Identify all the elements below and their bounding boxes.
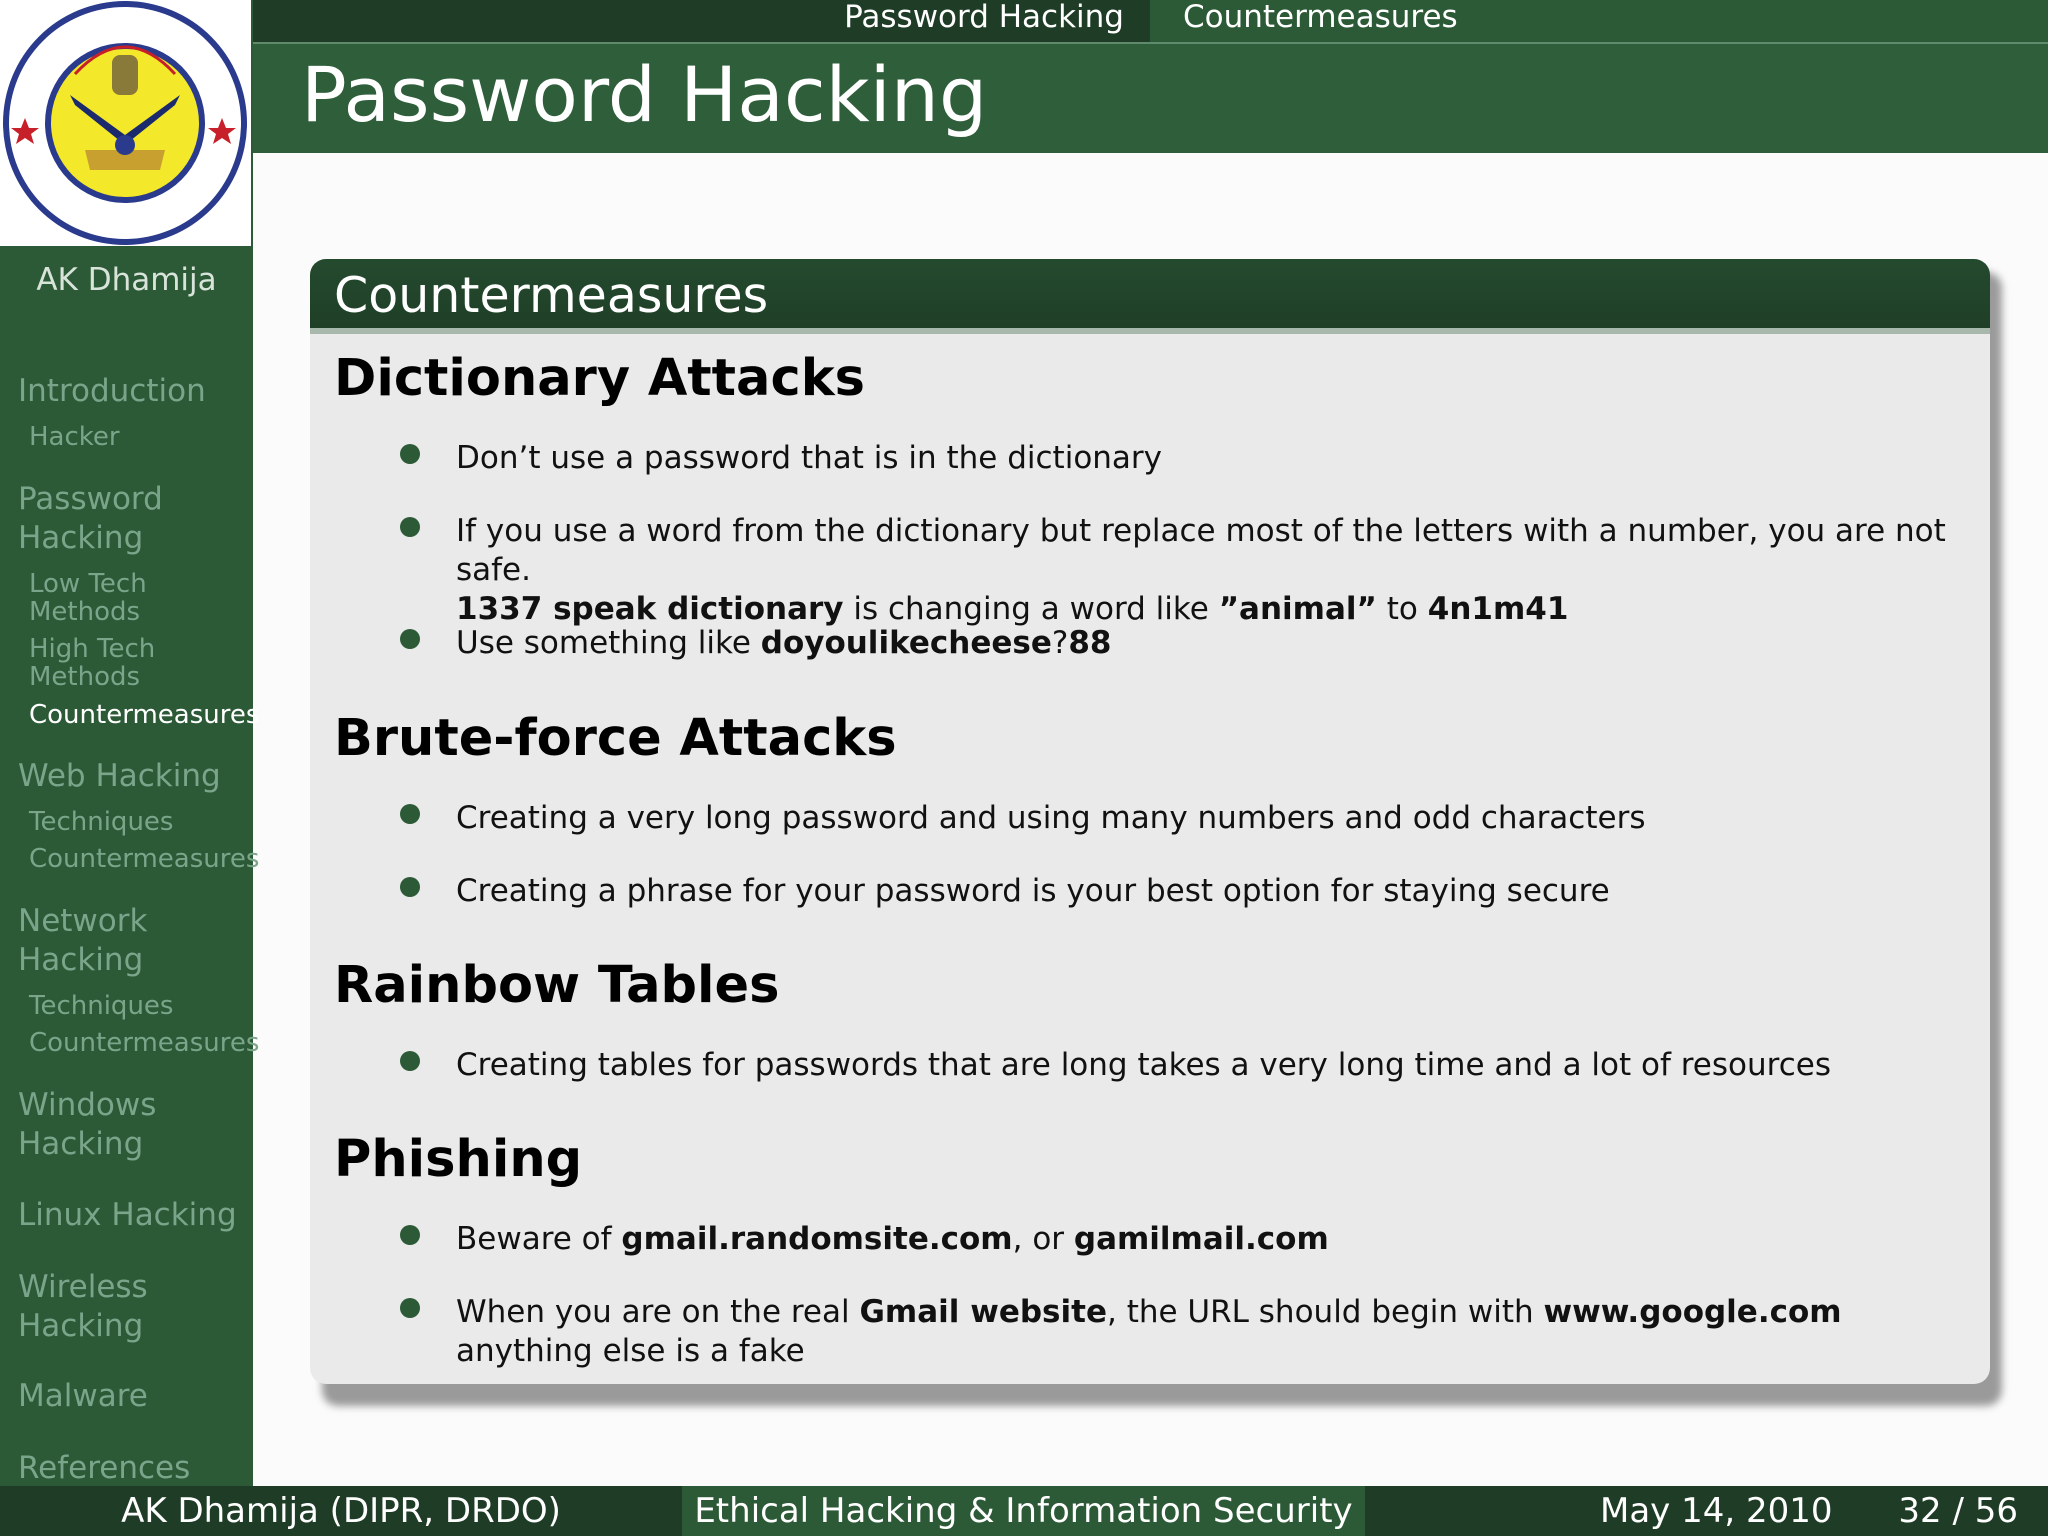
bullet-dot [400, 1298, 420, 1318]
bullet-dot [400, 517, 420, 537]
sidebar-section-windows-hacking[interactable]: Windows Hacking [18, 1087, 157, 1162]
sidebar-section-malware[interactable]: Malware [18, 1378, 148, 1414]
heading-rainbow-tables: Rainbow Tables [334, 956, 780, 1015]
sidebar-item-countermeasures-active[interactable]: Countermeasures [29, 700, 260, 730]
bullet-dot [400, 444, 420, 464]
nav-subsection-countermeasures[interactable] [1150, 0, 2048, 42]
sidebar-item-low-tech-methods[interactable]: Low Tech Methods [29, 569, 147, 627]
block-title: Countermeasures [334, 267, 769, 324]
block-title-bar [310, 259, 1990, 334]
list-item-rainbow-1: Creating tables for passwords that are long takes a very long time and a lot of resources [456, 1047, 1831, 1083]
frame-title: Password Hacking [301, 50, 988, 139]
sidebar-navigation [0, 0, 260, 1486]
nav-section-password-hacking[interactable]: Password Hacking [844, 0, 1124, 35]
sidebar-item-web-countermeasures[interactable]: Countermeasures [29, 844, 260, 874]
bullet-dot [400, 804, 420, 824]
list-item-phishing-2: When you are on the real Gmail website, the URL should begin with www.google.com anything else is a fake [456, 1294, 1842, 1369]
drdo-logo [0, 0, 251, 246]
bullet-dot [400, 1051, 420, 1071]
sidebar-section-references[interactable]: References [18, 1450, 191, 1486]
sidebar-item-web-techniques[interactable]: Techniques [29, 807, 174, 837]
footer-date: May 14, 2010 [1600, 1491, 1833, 1531]
heading-dictionary-attacks: Dictionary Attacks [334, 349, 865, 408]
footer-page-number: 32 / 56 [1898, 1491, 2018, 1531]
list-item-dictionary-3: Use something like doyoulikecheese?88 [456, 625, 1112, 661]
sidebar-section-wireless-hacking[interactable]: Wireless Hacking [18, 1269, 148, 1344]
heading-phishing: Phishing [334, 1130, 583, 1189]
sidebar-item-network-techniques[interactable]: Techniques [29, 991, 174, 1021]
bullet-dot [400, 877, 420, 897]
list-item-dictionary-1: Don’t use a password that is in the dictionary [456, 440, 1163, 476]
sidebar-item-high-tech-methods[interactable]: High Tech Methods [29, 634, 156, 692]
bullet-dot [400, 1225, 420, 1245]
list-item-phishing-1: Beware of gmail.randomsite.com, or gamilmail.com [456, 1221, 1329, 1257]
sidebar-item-network-countermeasures[interactable]: Countermeasures [29, 1028, 260, 1058]
nav-subsection-label: Countermeasures [1183, 0, 1458, 35]
frame-title-bar [253, 42, 2048, 153]
sidebar-author: AK Dhamija [36, 262, 217, 298]
footer-date-page [1365, 1486, 2048, 1536]
countermeasures-block [310, 259, 1990, 1384]
sidebar-section-introduction[interactable]: Introduction [18, 373, 206, 409]
footer-bar [0, 1486, 2048, 1536]
footer-title: Ethical Hacking & Information Security [682, 1486, 1365, 1536]
sidebar-section-password-hacking[interactable]: Password Hacking [18, 481, 163, 556]
list-item-brute-2: Creating a phrase for your password is your best option for staying secure [456, 873, 1610, 909]
list-item-brute-1: Creating a very long password and using many numbers and odd characters [456, 800, 1646, 836]
list-item-dictionary-2: If you use a word from the dictionary but replace most of the letters with a number, you are not safe. 1337 speak dictionary is changing a word like ”animal” to 4n1m41 [456, 513, 1946, 627]
sidebar-item-hacker[interactable]: Hacker [29, 422, 120, 452]
heading-brute-force-attacks: Brute-force Attacks [334, 709, 897, 768]
sidebar-section-network-hacking[interactable]: Network Hacking [18, 903, 148, 978]
sidebar-section-linux-hacking[interactable]: Linux Hacking [18, 1197, 237, 1233]
sidebar-section-web-hacking[interactable]: Web Hacking [18, 758, 221, 794]
footer-author: AK Dhamija (DIPR, DRDO) [0, 1486, 682, 1536]
bullet-dot [400, 629, 420, 649]
